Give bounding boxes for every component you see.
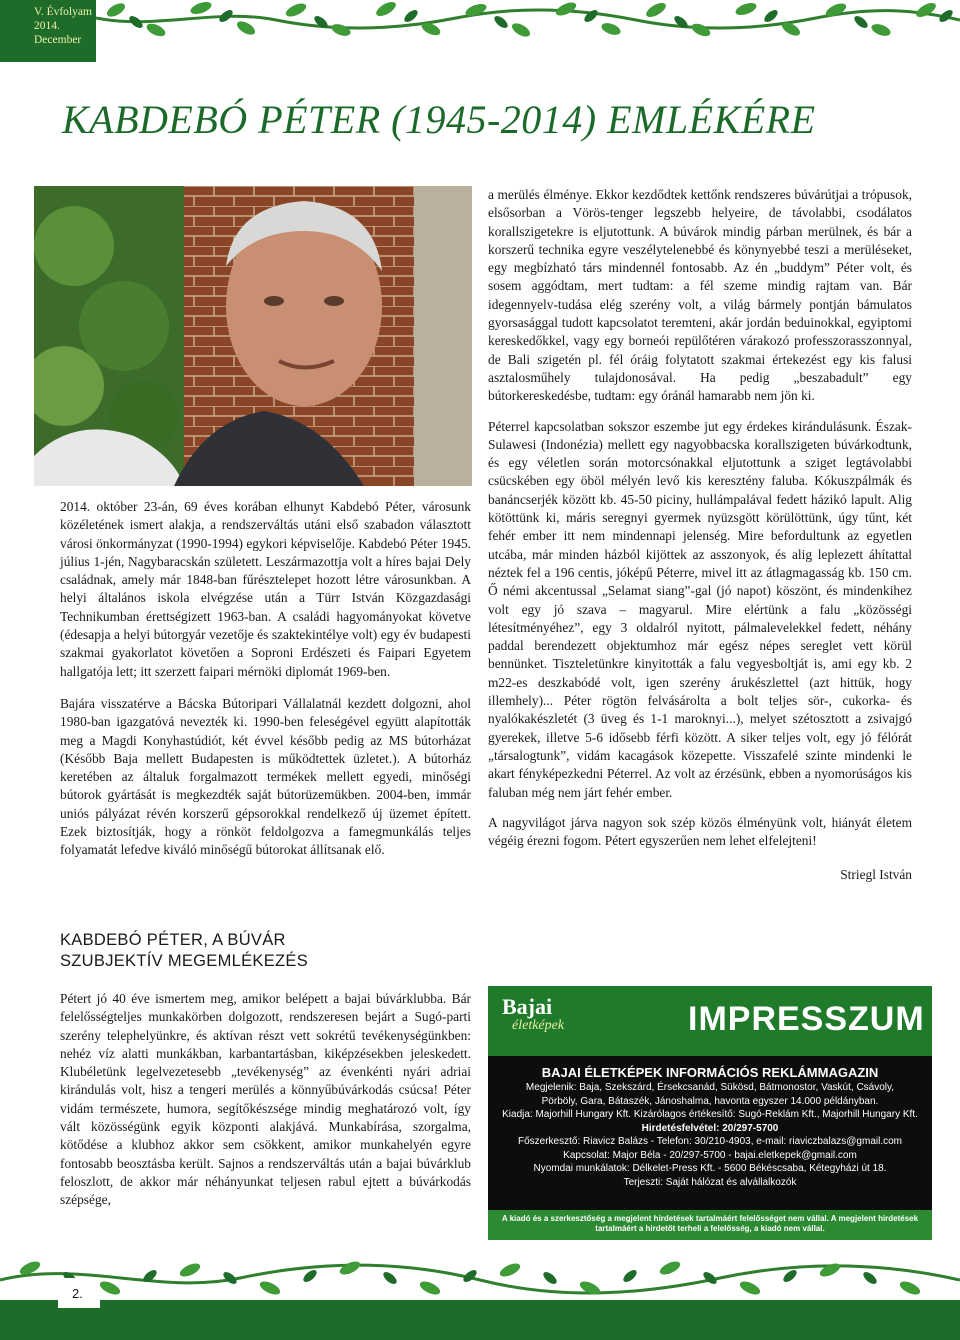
section-heading: [60, 930, 460, 972]
impresszum-title: IMPRESSZUM: [688, 1000, 925, 1038]
issue-date: 2014. December: [34, 20, 82, 46]
magazine-name: BAJAI ÉLETKÉPEK INFORMÁCIÓS REKLÁMMAGAZIN: [541, 1065, 879, 1080]
volume-label: V. Évfolyam: [34, 6, 92, 18]
logo-text: Bajai: [502, 994, 553, 1019]
impresszum-line: Megjelenik: Baja, Szekszárd, Érsekcsanád, Sükösd, Bátmonostor, Vaskút, Csávoly,: [525, 1082, 895, 1093]
footer-bar: [0, 1300, 960, 1340]
section-heading-line: SZUBJEKTÍV MEGEMLÉKEZÉS: [60, 952, 309, 970]
paragraph: a merülés élménye. Ekkor kezdődtek kettőnk rendszeres búvárútjai a trópusok, elsősorban a Vörös-tenger legszebb helyeire, de távolabbi, csodálatos korallszigetekre is eljutottunk. A búvárok mindig párban merülnek, és bár a korszerű technika egyre veszélytelenebbé és könynyebbé teszi a merüléseket, egy megbízható társ mindennél fontosabb. Az én „buddym” Péter volt, és sosem aggódtam, mert tudtam: a fél szeme mindig rajtam van. Bár idegennyelv-tudása elég szerény volt, a világ bármely pontján bámulatos gyorsasággal tudott kapcsolatot teremteni, akár jordán beduinokkal, egyiptomi kereskedőkkel, vagy egy borneói repülőtéren várakozó professzorasszonnyal, de Bali szigetén pl. fél óráig folytatott szakmai értekezést egy kis falusi asztalosműhely tulajdonosával. Ha pedig „beszabadult” egy bútorkereskedésbe, tudtam: egy óránál hamarabb nem jön ki.: [488, 187, 912, 404]
impresszum-line: Pörböly, Gara, Bátaszék, Jánoshalma, havonta egyszer 14.000 példányban.: [541, 1095, 879, 1107]
impresszum-line: Hirdetésfelvétel: 20/297-5700: [641, 1122, 779, 1134]
leaf-vine-border-bottom: [0, 1250, 960, 1300]
portrait-photo: [34, 186, 472, 486]
left-column: [60, 498, 471, 860]
impresszum-body: [488, 1064, 932, 1189]
impresszum-line: Nyomdai munkálatok: Délkelet-Press Kft. - 5600 Békéscsaba, Kétegyházi út 18.: [533, 1163, 887, 1174]
impresszum-footer: A kiadó és a szerkesztőség a megjelent hirdetések tartalmáért felelősséget nem vállal. A megjelent hirdetések tartalmáért a hirdetőt terheli a felelősség, a kiadó nem vállal.: [488, 1210, 932, 1240]
logo-subtext: életképek: [512, 1018, 565, 1033]
article-title: KABDEBÓ PÉTER (1945-2014) EMLÉKÉRE: [62, 97, 816, 142]
leaf-vine-border-top: [96, 0, 960, 44]
impresszum-line: Főszerkesztő: Riavicz Balázs - Telefon: 30/210-4903, e-mail: riaviczbalazs@gmail.com: [517, 1136, 902, 1147]
magazine-logo: [502, 996, 622, 1046]
impresszum-box: [488, 986, 932, 1240]
right-column: [488, 186, 912, 885]
impresszum-line: Kiadja: Majorhill Hungary Kft. Kizárólagos értékesítő: Sugó-Reklám Kft., Majorhill Hungary Kft.: [502, 1109, 918, 1120]
issue-badge: [0, 0, 96, 62]
impresszum-line: Kapcsolat: Major Béla - 20/297-5700 - bajai.eletkepek@gmail.com: [563, 1149, 857, 1161]
impresszum-line: Terjeszti: Saját hálózat és alvállalkozók: [623, 1176, 797, 1188]
paragraph: Pétert jó 40 éve ismertem meg, amikor belépett a bajai búvárklubba. Bár felelősségteljes munkakörben dolgozott, rendszeresen bejárt a Sugó-parti szerény telephelyünkre, és aktívan részt vett sokrétű tevékenységünkben: nehéz víz alatti munkákban, karbantartásban, kiképzésekben jeleskedett. Klubéletünk legelvezetesebb „tevékenység” az évenkénti nyári adriai kirándulás volt, hisz a tengeri merülés a könnyűbúvárkodás csúcsa! Péter vidám természete, humora, segítőkészsége mindig meghatározó volt, így vált közösségünk egyik központi alakjává. Munkabírása, szorgalma, kötődése a klubhoz akkor sem csökkent, amikor munkahelyén egyre fontosabb beosztásba került. Sajnos a rendszerváltás után a bajai búvárklub feloszlott, de akkor már néhányunkat teljesen rabul ejtett a búvárkodás szépsége,: [60, 991, 471, 1208]
author-signature: Striegl István: [840, 867, 912, 883]
section-heading-line: KABDEBÓ PÉTER, A BÚVÁR: [60, 931, 286, 949]
paragraph: Péterrel kapcsolatban sokszor eszembe jut egy érdekes kirándulásunk. Észak-Sulawesi (Indonézia) mellett egy nagyobbacska korallszigeten búvárkodtunk, és egy véletlen során motorcsónakkal eljutottunk a sziget legtávolabbi csücskében egy öböl mélyén levő kis keresztény faluba. Kókuszpálmák és banáncserjék között kb. 45-50 piciny, hullámpalával fedett házikó lapult. Alig kötöttünk ki, máris seregnyi gyermek nyüzsgött körülöttünk, úgy tűnt, két fehér ember itt nem mindennapi jelenség. Mire befordultunk az egyetlen utcába, már minden házból kijöttek az asszonyok, és alig leplezett áhítattal néztek fel a 196 centis, jóképű Péterre, mivel itt az átlagmagasság kb. 150 cm. Ő némi akcentussal „Selamat siang”-gal (jó napot) köszönt, és mindenkihez volt egy jó szava – magyarul. Mire elértünk a falu „közösségi létesítményéhez”, egy 3 oldalról nyitott, pálmalevelekkel fedett, néhány paddal berendezett objektumhoz már egész népes sereglet vett körül bennünket. Tiszteletünkre kinyitották a falu vegyesboltját is, ami egy kb. 2 m22-es deszkabódé volt, igen szerény árukészlettel (azt hittük, hogy illemhely)... Péter rögtön felvásárolta a bolt teljes sör-, cukorka- és nyalókakészletét (3 üveg és 1-1 maroknyi...), melyet szétosztott a zsivajgó gyerekek, illetve 5-6 idősebb férfi között. A siker teljes volt, egy jó félórát „társalogtunk”, vidám kacagások közepette. Visszafelé szinte mindenki le akart fényképezkedni Péterrel. Az volt az érzésünk, ebben a nyomorúságos kis faluban még nem járt fehér ember.: [488, 418, 912, 800]
paragraph: Bajára visszatérve a Bácska Bútoripari Vállalatnál kezdett dolgozni, ahol 1980-ban igazgatóvá nevezték ki. 1990-ben feleségével együtt alapították meg a Magdi Konyhastúdiót, két évvel később pedig az MS bútorházat (Később Baja mellett Budapesten is működtettek üzletet.). A bútorház keretében az általuk forgalmazott termékek mellett egyedi, minőségi bútorok gyártását is megkezdték saját bútorüzemükben. 2004-ben, immár uniós pályázat révén korszerű gépsorokkal rendelkező új üzemet épített. Ezek biztosítják, hogy a rönköt feldolgozva a famegmunkálás teljes folyamatát lefedve kiváló minőségű bútorokat állítsanak elő.: [60, 695, 471, 858]
paragraph: A nagyvilágot járva nagyon sok szép közös élményünk volt, hiányát életem végéig érezni fogom. Pétert egyszerűen nem lehet elfelejteni!: [488, 814, 912, 849]
paragraph: 2014. október 23-án, 69 éves korában elhunyt Kabdebó Péter, városunk közéletének ismert alakja, a rendszerváltás utáni első szabadon választott városi önkormányzat (1990-1994) egykori képviselője. Kabdebó Péter 1945. július 1-jén, Nagybaracskán született. Leszármazottja volt a híres bajai Dely családnak, amely már 1848-ban fűrésztelepet hozott létre városunkban. A helyi általános iskola elvégzése után a Türr István Közgazdasági Technikumban érettségizett 1963-ban. A családi hagyományokat követve (édesapja a helyi bútorgyár vezetője és szaktekintélye volt) egy év budapesti szakmai gyakorlatot követően a Soproni Erdészeti és Faipari Egyetem hallgatója lett; itt szerzett faipari mérnöki diplomát 1969-ben.: [60, 499, 471, 679]
left-column-lower: [60, 990, 471, 1210]
page-number: 2.: [72, 1286, 83, 1301]
impresszum-header: [488, 986, 932, 1056]
